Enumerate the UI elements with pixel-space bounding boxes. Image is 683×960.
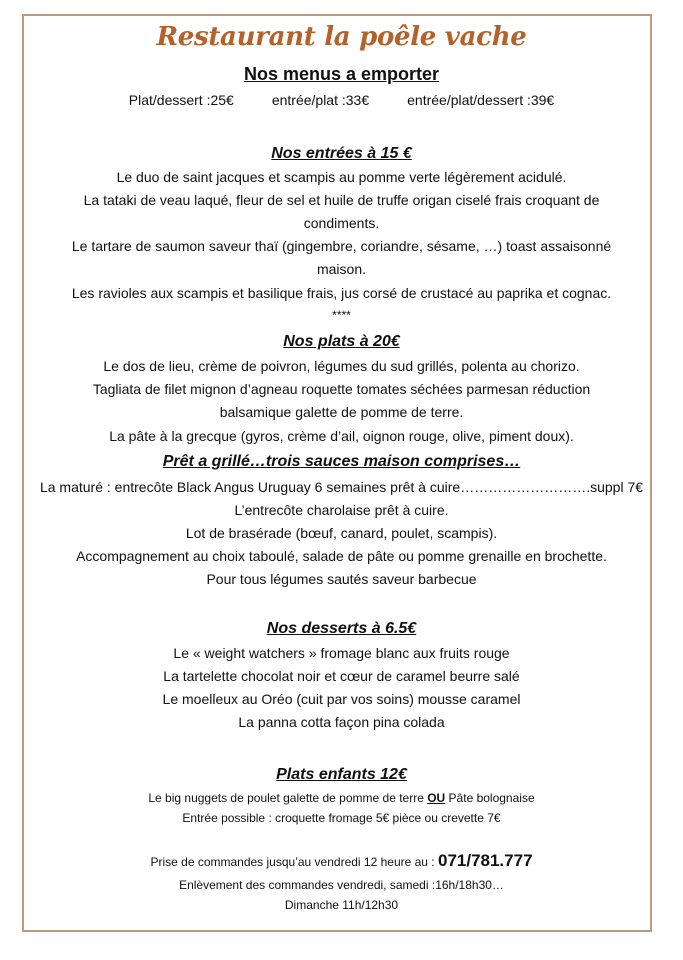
grill-heading: Prêt a grillé…trois sauces maison comprises… [162, 453, 521, 470]
grill-line: La maturé : entrecôte Black Angus Uruguay 6 semaines prêt à cuire……………………….suppl 7€ [39, 479, 644, 495]
kids-or: OU [427, 791, 446, 805]
entrees-heading: Nos entrées à 15 € [271, 145, 412, 162]
entree-line: La tataki de veau laqué, fleur de sel et huile de truffe origan ciselé frais croquant de [83, 192, 600, 208]
kids-line-part: Pâte bolognaise [445, 791, 535, 805]
sunday-line: Dimanche 11h/12h30 [284, 898, 399, 912]
plats-heading: Nos plats à 20€ [283, 333, 400, 350]
plat-line: Le dos de lieu, crème de poivron, légumes du sud grillés, polenta au chorizo. [103, 358, 580, 374]
grill-line: Accompagnement au choix taboulé, salade de pâte ou pomme grenaille en brochette. [76, 548, 607, 564]
phone-number: 071/781.777 [437, 851, 533, 870]
separator-stars: **** [332, 308, 351, 322]
restaurant-title: Restaurant la poêle vache [156, 22, 527, 52]
entree-line: Le tartare de saumon saveur thaï (gingembre, coriandre, sésame, …) toast assaisonné [71, 238, 612, 254]
entree-line: maison. [316, 261, 367, 277]
plat-line: Tagliata de filet mignon d’agneau roquette tomates séchées parmesan réduction [92, 381, 591, 397]
orders-line [0, 851, 683, 871]
takeaway-prices [0, 92, 683, 109]
grill-line: Lot de brasérade (bœuf, canard, poulet, scampis). [185, 525, 498, 541]
dessert-line: La tartelette chocolat noir et cœur de caramel beurre salé [163, 668, 520, 684]
kids-heading: Plats enfants 12€ [276, 766, 407, 783]
grill-line: Pour tous légumes sautés saveur barbecue [206, 571, 477, 587]
kids-line [0, 791, 683, 805]
kids-line-part: Le big nuggets de poulet galette de pomme de terre [148, 791, 428, 805]
plat-line: balsamique galette de pomme de terre. [219, 404, 464, 420]
dessert-line: Le moelleux au Oréo (cuit par vos soins) mousse caramel [162, 691, 521, 707]
price-plat-dessert: Plat/dessert :25€ [128, 92, 234, 108]
dessert-line: La panna cotta façon pina colada [238, 714, 445, 730]
price-entree-plat-dessert: entrée/plat/dessert :39€ [407, 92, 555, 108]
desserts-heading: Nos desserts à 6.5€ [266, 620, 417, 637]
entree-line: Les ravioles aux scampis et basilique frais, jus corsé de crustacé au paprika et cognac. [71, 285, 612, 301]
kids-line: Entrée possible : croquette fromage 5€ pièce ou crevette 7€ [182, 811, 501, 825]
pickup-line: Enlèvement des commandes vendredi, samedi :16h/18h30… [179, 878, 504, 892]
dessert-line: Le « weight watchers » fromage blanc aux fruits rouge [173, 645, 510, 661]
plat-line: La pâte à la grecque (gyros, crème d’ail, oignon rouge, olive, piment doux). [109, 428, 574, 444]
takeaway-heading: Nos menus a emporter [243, 64, 440, 84]
entree-line: condiments. [303, 215, 380, 231]
entree-line: Le duo de saint jacques et scampis au pomme verte légèrement acidulé. [116, 169, 567, 185]
orders-text: Prise de commandes jusqu’au vendredi 12 heure au : [150, 855, 438, 869]
grill-line: L’entrecôte charolaise prêt à cuire. [234, 502, 449, 518]
price-entree-plat: entrée/plat :33€ [271, 92, 370, 108]
